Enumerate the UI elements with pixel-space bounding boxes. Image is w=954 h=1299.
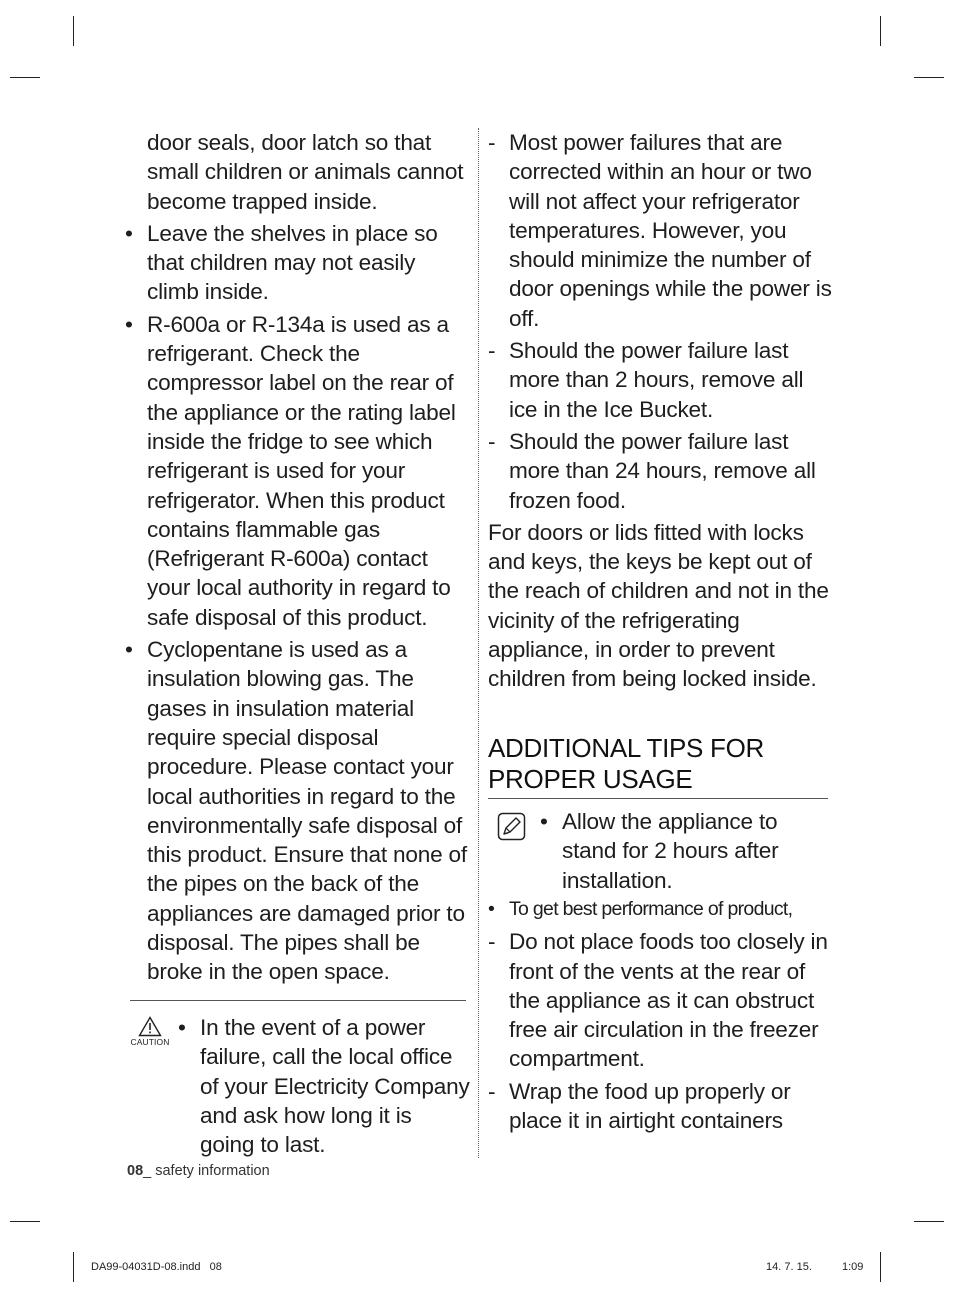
crop-mark [914, 1221, 944, 1222]
tips-block [488, 895, 833, 1138]
dash-text: Wrap the food up properly or place it in airtight containers [509, 1078, 791, 1134]
bullet-marker: • [125, 637, 133, 663]
caution-label: CAUTION [130, 1037, 170, 1047]
bullet-marker: • [125, 311, 133, 337]
crop-mark [880, 16, 881, 46]
bullet-marker: • [540, 809, 548, 834]
right-column [488, 128, 833, 694]
crop-mark [10, 77, 40, 78]
crop-mark [10, 1221, 40, 1222]
dash-text: Do not place foods too closely in front of the vents at the rear of the appliance as it can obstruct free air circulation in the freezer compartment. [509, 929, 828, 1072]
bullet-text: Leave the shelves in place so that children may not easily climb inside. [147, 220, 438, 305]
dash-marker: - [488, 338, 496, 364]
bullet-marker: • [125, 220, 133, 246]
tip-intro: To get best performance of product, [509, 898, 793, 920]
note-bullet [540, 807, 832, 895]
caution-divider [130, 1000, 466, 1001]
dash-text: Should the power failure last more than 2 hours, remove all ice in the Ice Bucket. [509, 338, 804, 422]
tip-intro-item [488, 895, 833, 924]
dash-marker: - [488, 1078, 496, 1104]
heading-line: ADDITIONAL TIPS FOR [488, 733, 765, 763]
lock-paragraph: For doors or lids fitted with locks and keys, the keys be kept out of the reach of children and not in the vicinity of the refrigerating appliance, in order to prevent children from being locked inside. [488, 519, 829, 692]
caution-bullet [178, 1013, 470, 1159]
note-text: Allow the appliance to stand for 2 hours after installation. [562, 809, 779, 893]
bullet-item [125, 635, 472, 987]
print-slug-time: 1:09 [842, 1261, 864, 1273]
crop-mark [914, 77, 944, 78]
dash-marker: - [488, 929, 496, 955]
section-heading-block [488, 733, 833, 795]
section-divider [488, 798, 828, 799]
bullet-item [125, 310, 472, 632]
continued-paragraph: door seals, door latch so that small children or animals cannot become trapped inside. [147, 130, 464, 214]
crop-mark [73, 1252, 74, 1282]
caution-block [178, 1013, 470, 1162]
print-slug-file: DA99-04031D-08.indd 08 [91, 1261, 222, 1273]
section-heading [488, 733, 833, 795]
bullet-marker: • [178, 1015, 186, 1040]
bullet-text: Cyclopentane is used as a insulation blowing gas. The gases in insulation material require special disposal procedure. Please contact your local authorities in regard to the environmentally safe disposal of this product. Ensure that none of the pipes on the back of the appliances are damaged prior to disposal. The pipes shall be broke in the open space. [147, 637, 467, 985]
bullet-item [125, 219, 472, 307]
caution-icon [130, 1016, 170, 1047]
page-footer [127, 1163, 270, 1179]
column-separator [478, 128, 479, 1158]
bullet-text: R-600a or R-134a is used as a refrigerant. Check the compressor label on the rear of the appliance or the rating label inside the fridge to see which refrigerant is used for your refrigerator. When this product contains flammable gas (Refrigerant R-600a) contact your local authority in regard to safe disposal of this product. [147, 311, 456, 630]
note-block [540, 807, 832, 898]
dash-item [488, 336, 833, 424]
note-icon [497, 812, 526, 846]
section-name: _ safety information [143, 1163, 270, 1179]
dash-item [488, 1077, 833, 1136]
dash-text: Most power failures that are corrected within an hour or two will not affect your refrigerator temperatures. However, you should minimize the number of door openings while the power is off. [509, 130, 832, 331]
crop-mark [880, 1252, 881, 1282]
print-slug-date: 14. 7. 15. [766, 1261, 812, 1273]
dash-item [488, 427, 833, 515]
bullet-marker: • [488, 898, 495, 920]
warning-triangle-icon [138, 1016, 162, 1037]
dash-text: Should the power failure last more than 24 hours, remove all frozen food. [509, 428, 816, 513]
dash-item [488, 927, 833, 1073]
page-number: 08 [127, 1163, 144, 1179]
dash-item [488, 128, 833, 333]
left-column [125, 128, 472, 990]
crop-mark [73, 16, 74, 46]
heading-line: PROPER USAGE [488, 764, 693, 794]
dash-marker: - [488, 428, 496, 454]
dash-marker: - [488, 130, 496, 155]
pencil-note-icon [497, 812, 526, 841]
caution-text: In the event of a power failure, call the local office of your Electricity Company and ask how long it is going to last. [200, 1015, 470, 1158]
